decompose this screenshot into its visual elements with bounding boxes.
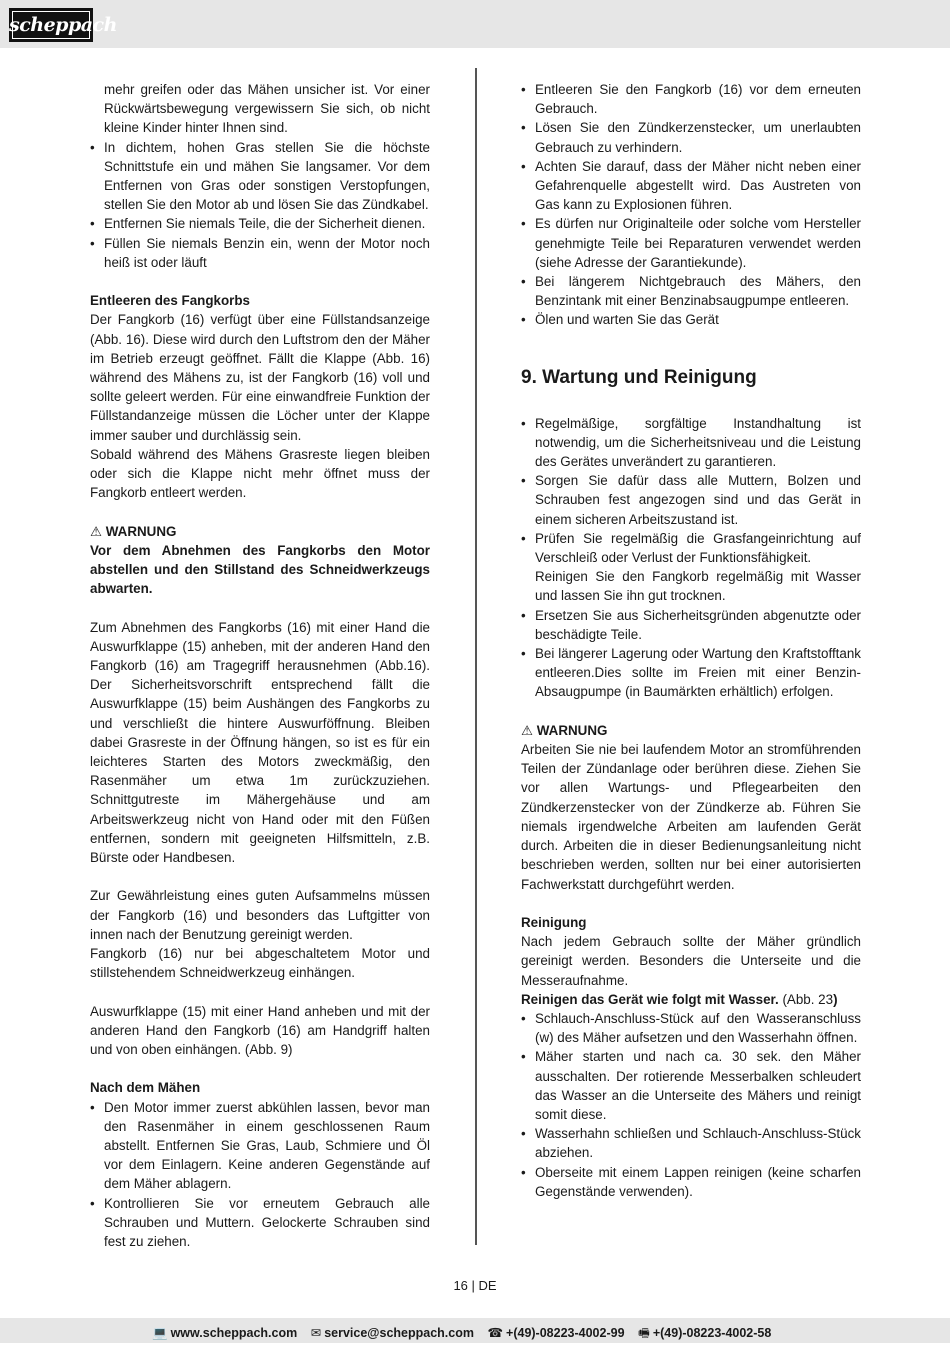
section-title: 9. Wartung und Reinigung [521,366,757,388]
cleaning-list [521,1009,861,1201]
paragraph: Sobald während des Mähens Grasreste liegen bleiben oder sich die Klappe nicht mehr öffnet muss der Fangkorb entleert werden. [90,446,430,501]
list-item: • Sorgen Sie dafür dass alle Muttern, Bolzen und Schrauben fest angezogen sind und das Gerät in einem sicheren Arbeitszustand ist. [521,471,861,529]
warning-icon: ⚠ [521,722,534,738]
list-item: • Entleeren Sie den Fangkorb (16) vor dem erneuten Gebrauch. [521,80,861,118]
list-item: • Ölen und warten Sie das Gerät [521,310,861,329]
page-number: 16 | DE [453,1278,497,1293]
cleaning-instruction: Reinigen das Gerät wie folgt mit Wasser. (Abb. 23) [521,991,838,1007]
warning-label: WARNUNG [105,523,177,539]
list-item: • Kontrollieren Sie vor erneutem Gebrauch alle Schrauben und Muttern. Gelockerte Schrauben sind fest zu ziehen. [90,1194,430,1252]
list-item: • Den Motor immer zuerst abkühlen lassen, bevor man den Rasenmäher in einem geschlossenen Raum abstellt. Entfernen Sie Gras, Laub, Schmiere und Öl vor dem Einlagern. Keine anderen Gegenstände auf dem Mäher ablagern. [90,1098,430,1194]
maintenance-continuation: Reinigen Sie den Fangkorb regelmäßig mit Wasser und lassen Sie ihn gut trocknen. [535,569,861,604]
page-header [0,0,950,48]
paragraph: Zur Gewährleistung eines guten Aufsammelns müssen der Fangkorb (16) und besonders das Luftgitter von innen nach der Benutzung gereinigt werden. [90,888,430,942]
list-item: • Regelmäßige, sorgfältige Instandhaltung ist notwendig, um die Sicherheitsniveau und die Leistung des Gerätes unverändert zu garantieren. [521,414,861,472]
list-item: • Schlauch-Anschluss-Stück auf den Wasseranschluss (w) des Mäher aufsetzen und den Wasserhahn öffnen. [521,1009,861,1047]
paragraph: Der Fangkorb (16) verfügt über eine Füllstandsanzeige (Abb. 16). Diese wird durch den Luftstrom den der Mäher im Betrieb erzeugt geöffnet. Fällt die Klappe (Abb. 16) während des Mähens zu, ist der Fangkorb (16) voll und sollte geleert werden. Für eine einwandfreie Funktion der Füllstandanzeige müssen die Löcher unter der Klappe immer sauber und durchlässig sein. [90,312,430,443]
heading-entleeren: Entleeren des Fangkorbs [90,293,250,309]
phone-icon: ☎ [487,1326,504,1340]
list-item: • In dichtem, hohen Gras stellen Sie die höchste Schnittstufe ein und mähen Sie langsamer. Vor dem Entfernen von Gras oder sonstigen Verstopfungen, stellen Sie den Motor ab und lösen Sie das Zündkabel. [90,138,430,215]
warning-heading [521,721,861,740]
list-item: • Achten Sie darauf, dass der Mäher nicht neben einer Gefahrenquelle abgestellt wird. Das Austreten von Gas kann zu Explosionen führen. [521,157,861,215]
list-item: • Es dürfen nur Originalteile oder solche vom Hersteller genehmigte Teile bei Reparaturen verwendet werden (siehe Adresse der Garantiekunde). [521,214,861,272]
list-item: • Prüfen Sie regelmäßig die Grasfangeinrichtung auf Verschleiß oder Verlust der Funktionsfähigkeit. [521,529,861,567]
mail-icon: ✉ [310,1326,322,1340]
right-column [521,80,861,1201]
left-column [90,80,430,1251]
scheppach-logo: scheppach [9,8,93,42]
maintenance-list-2 [521,606,861,702]
paragraph: Auswurfklappe (15) mit einer Hand anheben und mit der anderen Hand den Fangkorb (16) am Handgriff halten und von oben einhängen. (Abb. 9) [90,1003,430,1058]
fax-icon: 🖷 [638,1326,650,1340]
warning-text: Vor dem Abnehmen des Fangkorbs den Motor abstellen und den Stillstand des Schneidwerkzeugs abwarten. [90,542,430,597]
footer-phone: ☎ +(49)-08223-4002-99 [487,1326,625,1340]
intro-text: mehr greifen oder das Mähen unsicher ist. Vor einer Rückwärtsbewegung vergewissern Sie sich, ob nicht kleine Kinder hinter Ihnen sind. [104,82,430,136]
page-footer [0,1318,950,1343]
heading-reinigung: Reinigung [521,914,587,930]
paragraph: Fangkorb (16) nur bei abgeschaltetem Motor und stillstehendem Schneidwerkzeug einhängen. [90,946,430,981]
column-divider [475,68,477,1245]
maintenance-list [521,414,861,568]
warning-label: WARNUNG [536,722,608,738]
paragraph: Zum Abnehmen des Fangkorbs (16) mit einer Hand die Auswurfklappe (15) anheben, mit der anderen Hand den Fangkorb (16) am Tragegriff herausnehmen (Abb.16). Der Sicherheitsvorschrift entsprechend fällt die Auswurfklappe (15) beim Aushängen des Fangkorbs zu und verschließt die hintere Auswurföffnung. Bleiben dabei Grasreste in der Öffnung hängen, so ist es für ein leichteres Starten des Motors zweckmäßig, den Rasenmäher um etwa 1m zurückzuziehen. Schnittgutreste im Mähergehäuse und am Arbeitswerkzeug nicht von Hand oder mit den Füßen entfernen, sondern mit geeigneten Hilfsmitteln, z.B. Bürste oder Handbesen. [90,619,430,866]
heading-nach-dem-maehen: Nach dem Mähen [90,1080,201,1096]
warning-icon: ⚠ [90,523,103,539]
footer-fax: 🖷 +(49)-08223-4002-58 [638,1324,771,1345]
footer-email[interactable]: ✉ service@scheppach.com [310,1326,474,1340]
list-item: • Wasserhahn schließen und Schlauch-Anschluss-Stück abziehen. [521,1124,861,1162]
storage-list [521,80,861,330]
list-item: • Bei längerer Lagerung oder Wartung den Kraftstofftank entleeren.Dies sollte im Freien mit einer Benzin-Absaugpumpe (in Baumärkten erhältlich) erfolgen. [521,644,861,702]
warning-text: Arbeiten Sie nie bei laufendem Motor an stromführenden Teilen der Zündanlage oder berühren diese. Ziehen Sie vor allen Wartungs- und Pflegearbeiten den Zündkerzenstecker von der Zündkerze ab. Führen Sie niemals irgendwelche Arbeiten am laufenden Gerät durch. Arbeiten die in dieser Bedienungsanleitung nicht beschrieben werden, sollten nur bei einer autorisierten Fachwerkstatt durchgeführt werden. [521,742,861,892]
computer-icon: 💻 [152,1326,168,1340]
warning-heading [90,522,430,541]
list-item: • Lösen Sie den Zündkerzenstecker, um unerlaubten Gebrauch zu verhindern. [521,118,861,156]
paragraph: Nach jedem Gebrauch sollte der Mäher gründlich gereinigt werden. Besonders die Unterseite und die Messeraufnahme. [521,934,861,988]
list-item: • Ersetzen Sie aus Sicherheitsgründen abgenutzte oder beschädigte Teile. [521,606,861,644]
list-item: • Mäher starten und nach ca. 30 sek. den Mäher ausschalten. Der rotierende Messerbalken schleudert das Wasser an die Unterseite des Mähers und reinigt somit diese. [521,1047,861,1124]
list-item: • Bei längerem Nichtgebrauch des Mähers, den Benzintank mit einer Benzinabsaugpumpe entleeren. [521,272,861,310]
list-item: • Füllen Sie niemals Benzin ein, wenn der Motor noch heiß ist oder läuft [90,234,430,272]
list-item: • Oberseite mit einem Lappen reinigen (keine scharfen Gegenstände verwenden). [521,1163,861,1201]
footer-website[interactable]: 💻 www.scheppach.com [152,1326,298,1340]
list-item: • Entfernen Sie niemals Teile, die der Sicherheit dienen. [90,214,430,233]
safety-list [90,138,430,272]
after-mowing-list [90,1098,430,1252]
